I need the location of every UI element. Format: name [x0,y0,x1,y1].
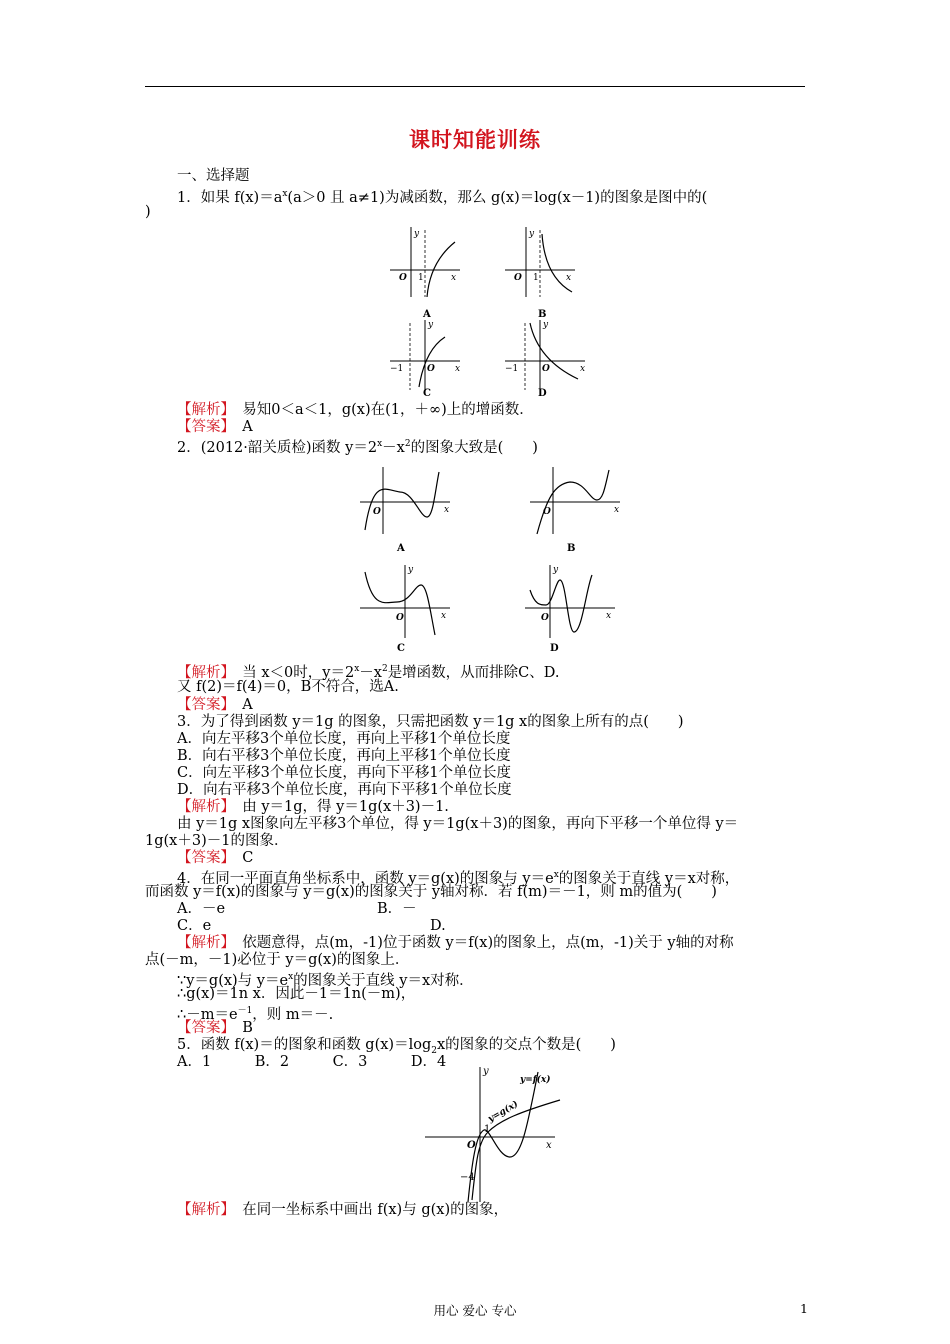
origin-label: O [399,273,407,283]
svg-text:O: O [543,507,551,517]
q2-analysis: 【解析】 当 x＜0时，$y=2^x-x^2$是增函数，从而排除C、D. [177,664,560,681]
q4-analysis-2: 点(－m，－1)必位于 y＝g(x)的图象上． [145,952,410,968]
caption-b: B [567,543,576,554]
minus-one-label: −1 [390,364,404,374]
header-rule [145,86,805,87]
q3-option-c: C．向左平移3个单位长度，再向下平移1个单位长度 [177,765,512,781]
q3-answer: 【答案】 C [177,850,254,866]
q2-graph-b [525,462,625,554]
page-number: 1 [800,1301,808,1316]
x-label: x [566,273,572,283]
g-curve-label: y=g(x) [486,1099,521,1125]
svg-text:O: O [541,613,549,623]
q3-analysis-2: 由 y＝1g x图象向左平移3个单位，得 y＝1g(x＋3)的图象，再向下平移一个单位得 y＝ [177,816,739,832]
q3-option-a: A．向左平移3个单位长度，再向上平移1个单位长度 [177,731,511,747]
q5-options: A．1 B．2 C．3 D．4 [177,1054,447,1070]
q1-graph-c [385,315,465,399]
svg-text:x: x [441,611,447,621]
x-label: x [451,273,457,283]
q1-graph-a [385,222,465,320]
y-label: y [428,320,434,330]
q4-analysis-4: ∴g(x)＝1n x．因此－1＝1n(－m)， [177,986,416,1002]
q2-graph-c [355,560,455,654]
section-heading: 一、选择题 [177,168,250,184]
minus-one-label: −1 [505,364,519,374]
svg-text:x: x [546,1140,552,1151]
f-curve-label: y=f(x) [520,1075,551,1085]
q1-stem-cont: ) [145,204,151,220]
svg-text:x: x [606,611,612,621]
q2-graph-a [355,462,455,554]
x-label: x [580,364,586,374]
q4-analysis-5: $\therefore-m=e^{-1}$，则 m＝－. [177,1006,334,1023]
one-label: 1 [533,273,539,283]
y-label: y [414,229,420,239]
svg-text:y: y [408,565,414,575]
q2-analysis-2: 又 f(2)＝f(4)＝0，B不符合，选A. [177,679,399,695]
q5-graph [420,1062,570,1211]
q4-stem-2: 而函数 y＝f(x)的图象与 y＝g(x)的图象关于 y轴对称．若 f(m)＝－1，则 m的值为( ) [145,884,717,900]
q1-stem: 1．如果 $f(x)=a^x(a>0$ 且 a≠1)为减函数，那么 g(x)＝log(x－1)的图象是图中的( [177,189,708,206]
q3-analysis: 【解析】 由 y＝1g，得 y＝1g(x＋3)－1. [177,799,449,815]
page-title: 课时知能训练 [409,127,541,152]
q4-option-c: C．e [177,918,212,934]
caption-b: B [538,309,547,320]
q4-answer: 【答案】 B [177,1020,253,1036]
q2-stem: 2．(2012·韶关质检)函数 $y=2^x-x^2$的图象大致是( ) [177,439,538,456]
caption-d: D [550,643,559,654]
q2-answer: 【答案】 A [177,697,253,713]
q3-analysis-3: 1g(x＋3)－1的图象． [145,833,289,849]
q4-option-d: D. [430,918,446,934]
svg-text:y: y [483,1066,489,1077]
q4-analysis: 【解析】 依题意得，点(m，-1)位于函数 y＝f(x)的图象上，点(m，-1)关于 y轴的对称 [177,935,734,951]
origin-label: O [514,273,522,283]
caption-a: A [397,543,405,554]
q4-option-b: B．－ [377,901,417,917]
q3-option-d: D．向右平移3个单位长度，再向下平移1个单位长度 [177,782,512,798]
q4-stem: 4．在同一平面直角坐标系中，函数 y＝g(x)的图象与 $y=e^x$的图象关于直线 y＝x对称， [177,870,740,887]
q2-graph-d [520,560,620,654]
q3-option-b: B．向右平移3个单位长度，再向上平移1个单位长度 [177,748,511,764]
q1-answer: 【答案】 A [177,419,253,435]
svg-text:x: x [614,505,620,515]
svg-text:y: y [553,565,559,575]
q4-analysis-3: ∵y＝g(x)与 $y=e^x$的图象关于直线 y＝x对称． [177,972,474,989]
origin-label: O [542,364,550,374]
svg-text:x: x [444,505,450,515]
svg-text:O: O [373,507,381,517]
page-footer: 用心 爱心 专心 [433,1303,517,1318]
q5-analysis: 【解析】 在同一坐标系中画出 f(x)与 g(x)的图象， [177,1202,509,1218]
x-label: x [455,364,461,374]
svg-text:O: O [396,613,404,623]
y-label: y [543,320,549,330]
q5-stem: 5．函数 f(x)＝的图象和函数 $g(x)=\log_2x$的图象的交点个数是( ) [177,1037,616,1056]
svg-text:−4: −4 [460,1172,475,1183]
q1-analysis: 【解析】 易知0＜a＜1，g(x)在(1，＋∞)上的增函数． [177,402,534,418]
q1-graph-b [500,222,580,320]
y-label: y [529,229,535,239]
origin-label: O [427,364,435,374]
one-label: 1 [418,273,424,283]
q3-stem: 3．为了得到函数 y＝1g 的图象，只需把函数 y＝1g x的图象上所有的点( ) [177,714,684,730]
caption-c: C [397,643,405,654]
q1-graph-d [500,315,590,399]
svg-text:O: O [467,1140,476,1151]
caption-c: C [423,388,431,399]
svg-text:1: 1 [484,1124,491,1135]
q4-option-a: A．－e [177,901,226,917]
caption-d: D [538,388,547,399]
caption-a: A [423,309,431,320]
